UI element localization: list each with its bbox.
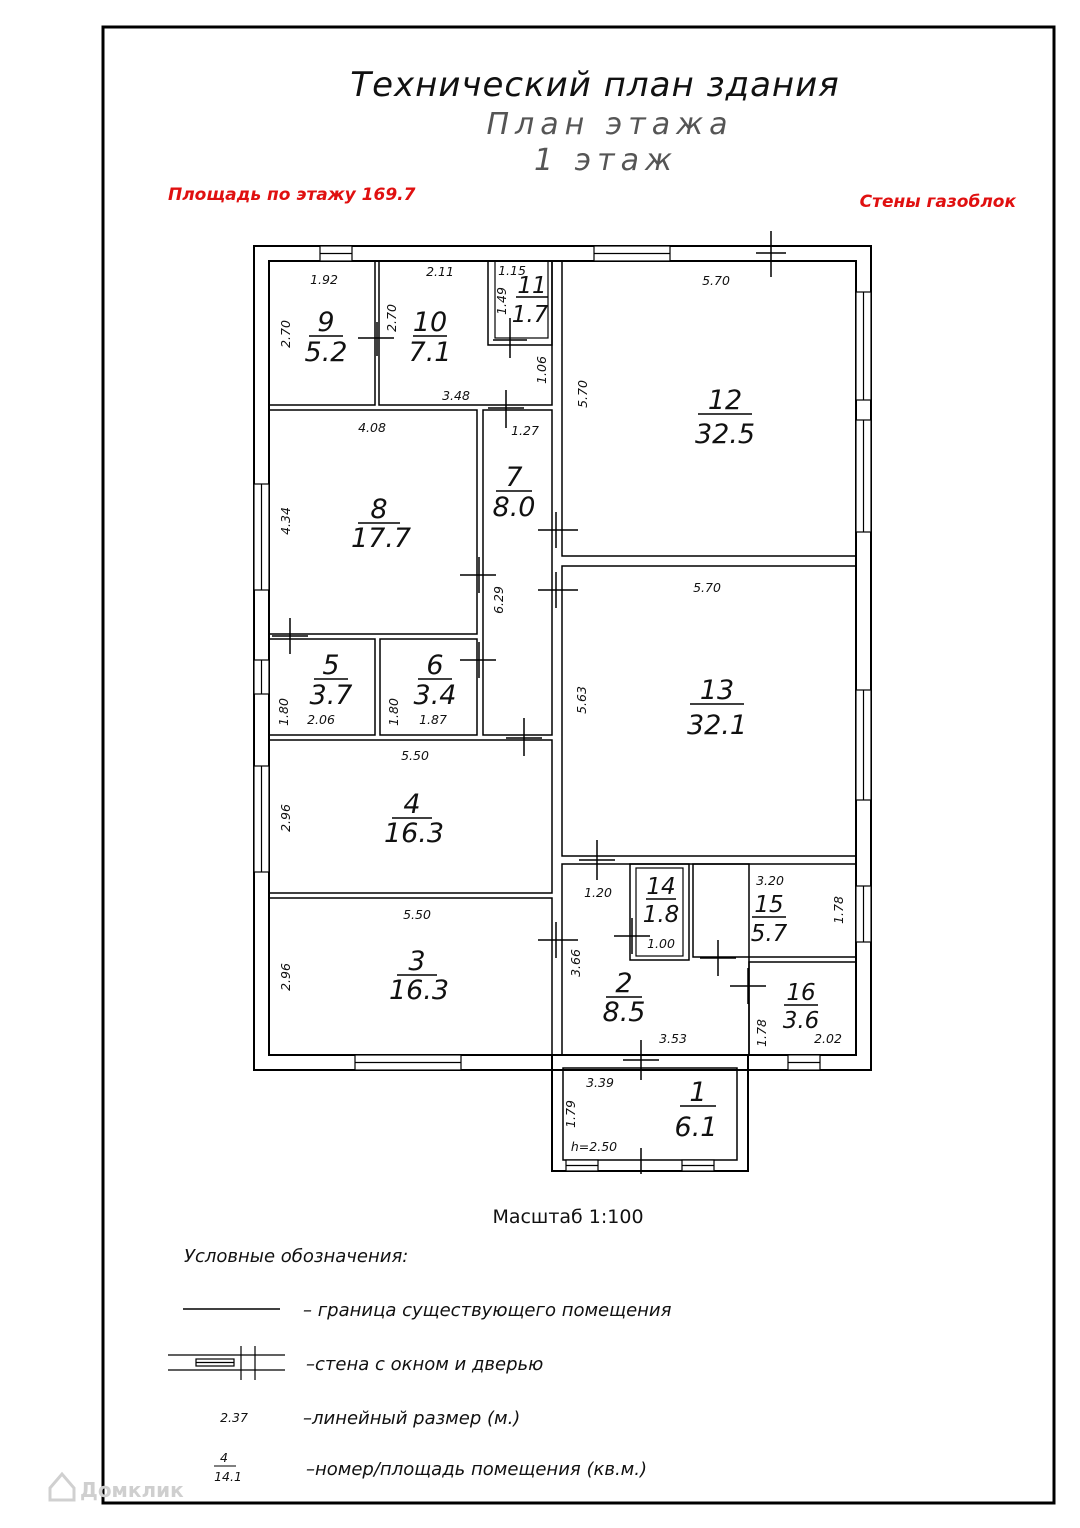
svg-text:2.11: 2.11 xyxy=(426,264,454,279)
svg-text:1.15: 1.15 xyxy=(498,263,526,278)
svg-text:1.78: 1.78 xyxy=(754,1019,769,1047)
svg-text:3: 3 xyxy=(408,946,426,977)
room-9-label xyxy=(305,307,348,368)
svg-text:4.34: 4.34 xyxy=(278,507,293,535)
svg-text:16.3: 16.3 xyxy=(383,818,445,849)
room-4-label xyxy=(384,789,444,849)
svg-text:1.87: 1.87 xyxy=(419,712,447,727)
svg-text:2.96: 2.96 xyxy=(278,963,293,991)
svg-text:16.3: 16.3 xyxy=(388,975,450,1006)
scale-label: Масштаб 1:100 xyxy=(492,1206,644,1228)
svg-text:3.6: 3.6 xyxy=(782,1008,820,1034)
svg-text:10: 10 xyxy=(412,307,448,338)
watermark xyxy=(50,1474,184,1502)
svg-text:3.20: 3.20 xyxy=(756,873,784,888)
legend-sample-area: 14.1 xyxy=(214,1469,242,1484)
legend-item-boundary: – граница существующего помещения xyxy=(303,1300,672,1321)
svg-text:5.70: 5.70 xyxy=(702,273,730,288)
room-6-label xyxy=(414,650,457,711)
svg-text:1.20: 1.20 xyxy=(584,885,612,900)
plan-title: Технический план здания xyxy=(350,65,840,105)
room-10-label xyxy=(409,307,452,368)
room-7-label xyxy=(493,462,536,523)
svg-text:9: 9 xyxy=(317,307,335,338)
svg-text:1.80: 1.80 xyxy=(386,698,401,726)
svg-text:15: 15 xyxy=(754,892,784,918)
svg-text:1.8: 1.8 xyxy=(642,902,680,928)
svg-text:1.49: 1.49 xyxy=(494,287,509,315)
svg-text:12: 12 xyxy=(707,385,743,416)
legend-item-wall: –стена с окном и дверью xyxy=(306,1354,544,1375)
svg-text:14: 14 xyxy=(646,874,676,900)
svg-text:5.7: 5.7 xyxy=(750,921,788,947)
floor-label: 1 этаж xyxy=(534,143,678,178)
svg-text:3.39: 3.39 xyxy=(586,1075,614,1090)
room-15-label xyxy=(751,892,788,947)
svg-text:Домклик: Домклик xyxy=(80,1478,184,1502)
plan-subtitle: План этажа xyxy=(486,107,734,142)
svg-text:2.02: 2.02 xyxy=(814,1031,842,1046)
svg-text:1.27: 1.27 xyxy=(511,423,539,438)
svg-text:6: 6 xyxy=(426,650,444,681)
svg-text:3.53: 3.53 xyxy=(659,1031,687,1046)
svg-text:3.66: 3.66 xyxy=(568,949,583,977)
svg-text:2.96: 2.96 xyxy=(278,804,293,832)
legend xyxy=(168,1246,672,1484)
svg-text:5.63: 5.63 xyxy=(574,686,589,714)
legend-wall-symbol xyxy=(168,1346,285,1380)
room-2-label xyxy=(603,968,646,1028)
svg-text:5.70: 5.70 xyxy=(693,580,721,595)
svg-text:8.0: 8.0 xyxy=(492,492,536,523)
svg-text:1.92: 1.92 xyxy=(310,272,338,287)
svg-text:6.1: 6.1 xyxy=(674,1112,718,1143)
svg-text:7.1: 7.1 xyxy=(408,337,452,368)
svg-text:2: 2 xyxy=(615,968,633,999)
svg-text:5.2: 5.2 xyxy=(304,337,348,368)
room-13-label xyxy=(687,675,747,741)
room-1-label xyxy=(675,1077,718,1143)
svg-text:1.78: 1.78 xyxy=(831,896,846,924)
legend-sample-number: 4 xyxy=(220,1450,228,1465)
svg-text:11: 11 xyxy=(517,273,547,299)
svg-text:3.4: 3.4 xyxy=(413,680,457,711)
svg-text:2.70: 2.70 xyxy=(278,320,293,348)
svg-text:3.48: 3.48 xyxy=(442,388,470,403)
legend-sample-dimension: 2.37 xyxy=(220,1410,248,1425)
sheet-frame xyxy=(103,27,1054,1503)
svg-text:16: 16 xyxy=(786,980,816,1006)
svg-text:3.7: 3.7 xyxy=(309,680,353,711)
dimension-labels xyxy=(276,263,846,1154)
wall-material-note: Стены газоблок xyxy=(859,192,1016,212)
svg-text:1: 1 xyxy=(689,1077,707,1108)
svg-text:32.1: 32.1 xyxy=(686,710,748,741)
svg-text:2.70: 2.70 xyxy=(384,304,399,332)
svg-text:5: 5 xyxy=(322,650,340,681)
house-icon xyxy=(50,1474,74,1500)
room-3-label xyxy=(389,946,449,1006)
svg-text:32.5: 32.5 xyxy=(694,419,756,450)
room-12-label xyxy=(695,385,755,450)
svg-text:17.7: 17.7 xyxy=(350,523,412,554)
legend-heading: Условные обозначения: xyxy=(184,1246,409,1267)
svg-text:8: 8 xyxy=(370,494,388,525)
svg-text:1.79: 1.79 xyxy=(563,1100,578,1128)
room-8-label xyxy=(351,494,411,554)
room-11-label xyxy=(512,273,549,328)
svg-text:4: 4 xyxy=(403,789,421,820)
svg-text:5.70: 5.70 xyxy=(575,380,590,408)
floor-area-note: Площадь по этажу 169.7 xyxy=(168,185,416,205)
svg-text:4.08: 4.08 xyxy=(358,420,386,435)
svg-text:1.7: 1.7 xyxy=(511,302,549,328)
svg-text:1.80: 1.80 xyxy=(276,698,291,726)
svg-text:h=2.50: h=2.50 xyxy=(570,1139,618,1154)
svg-text:1.06: 1.06 xyxy=(534,356,549,384)
svg-text:6.29: 6.29 xyxy=(491,586,506,614)
room-14-label xyxy=(643,874,680,928)
svg-text:5.50: 5.50 xyxy=(401,748,429,763)
legend-item-dimension: –линейный размер (м.) xyxy=(303,1408,521,1429)
svg-text:13: 13 xyxy=(699,675,735,706)
room-5-label xyxy=(310,650,353,711)
svg-text:7: 7 xyxy=(505,462,523,493)
svg-text:5.50: 5.50 xyxy=(403,907,431,922)
svg-text:1.00: 1.00 xyxy=(647,936,675,951)
legend-item-room: –номер/площадь помещения (кв.м.) xyxy=(306,1459,647,1480)
svg-text:2.06: 2.06 xyxy=(307,712,335,727)
room-16-label xyxy=(783,980,820,1034)
svg-text:8.5: 8.5 xyxy=(602,997,646,1028)
